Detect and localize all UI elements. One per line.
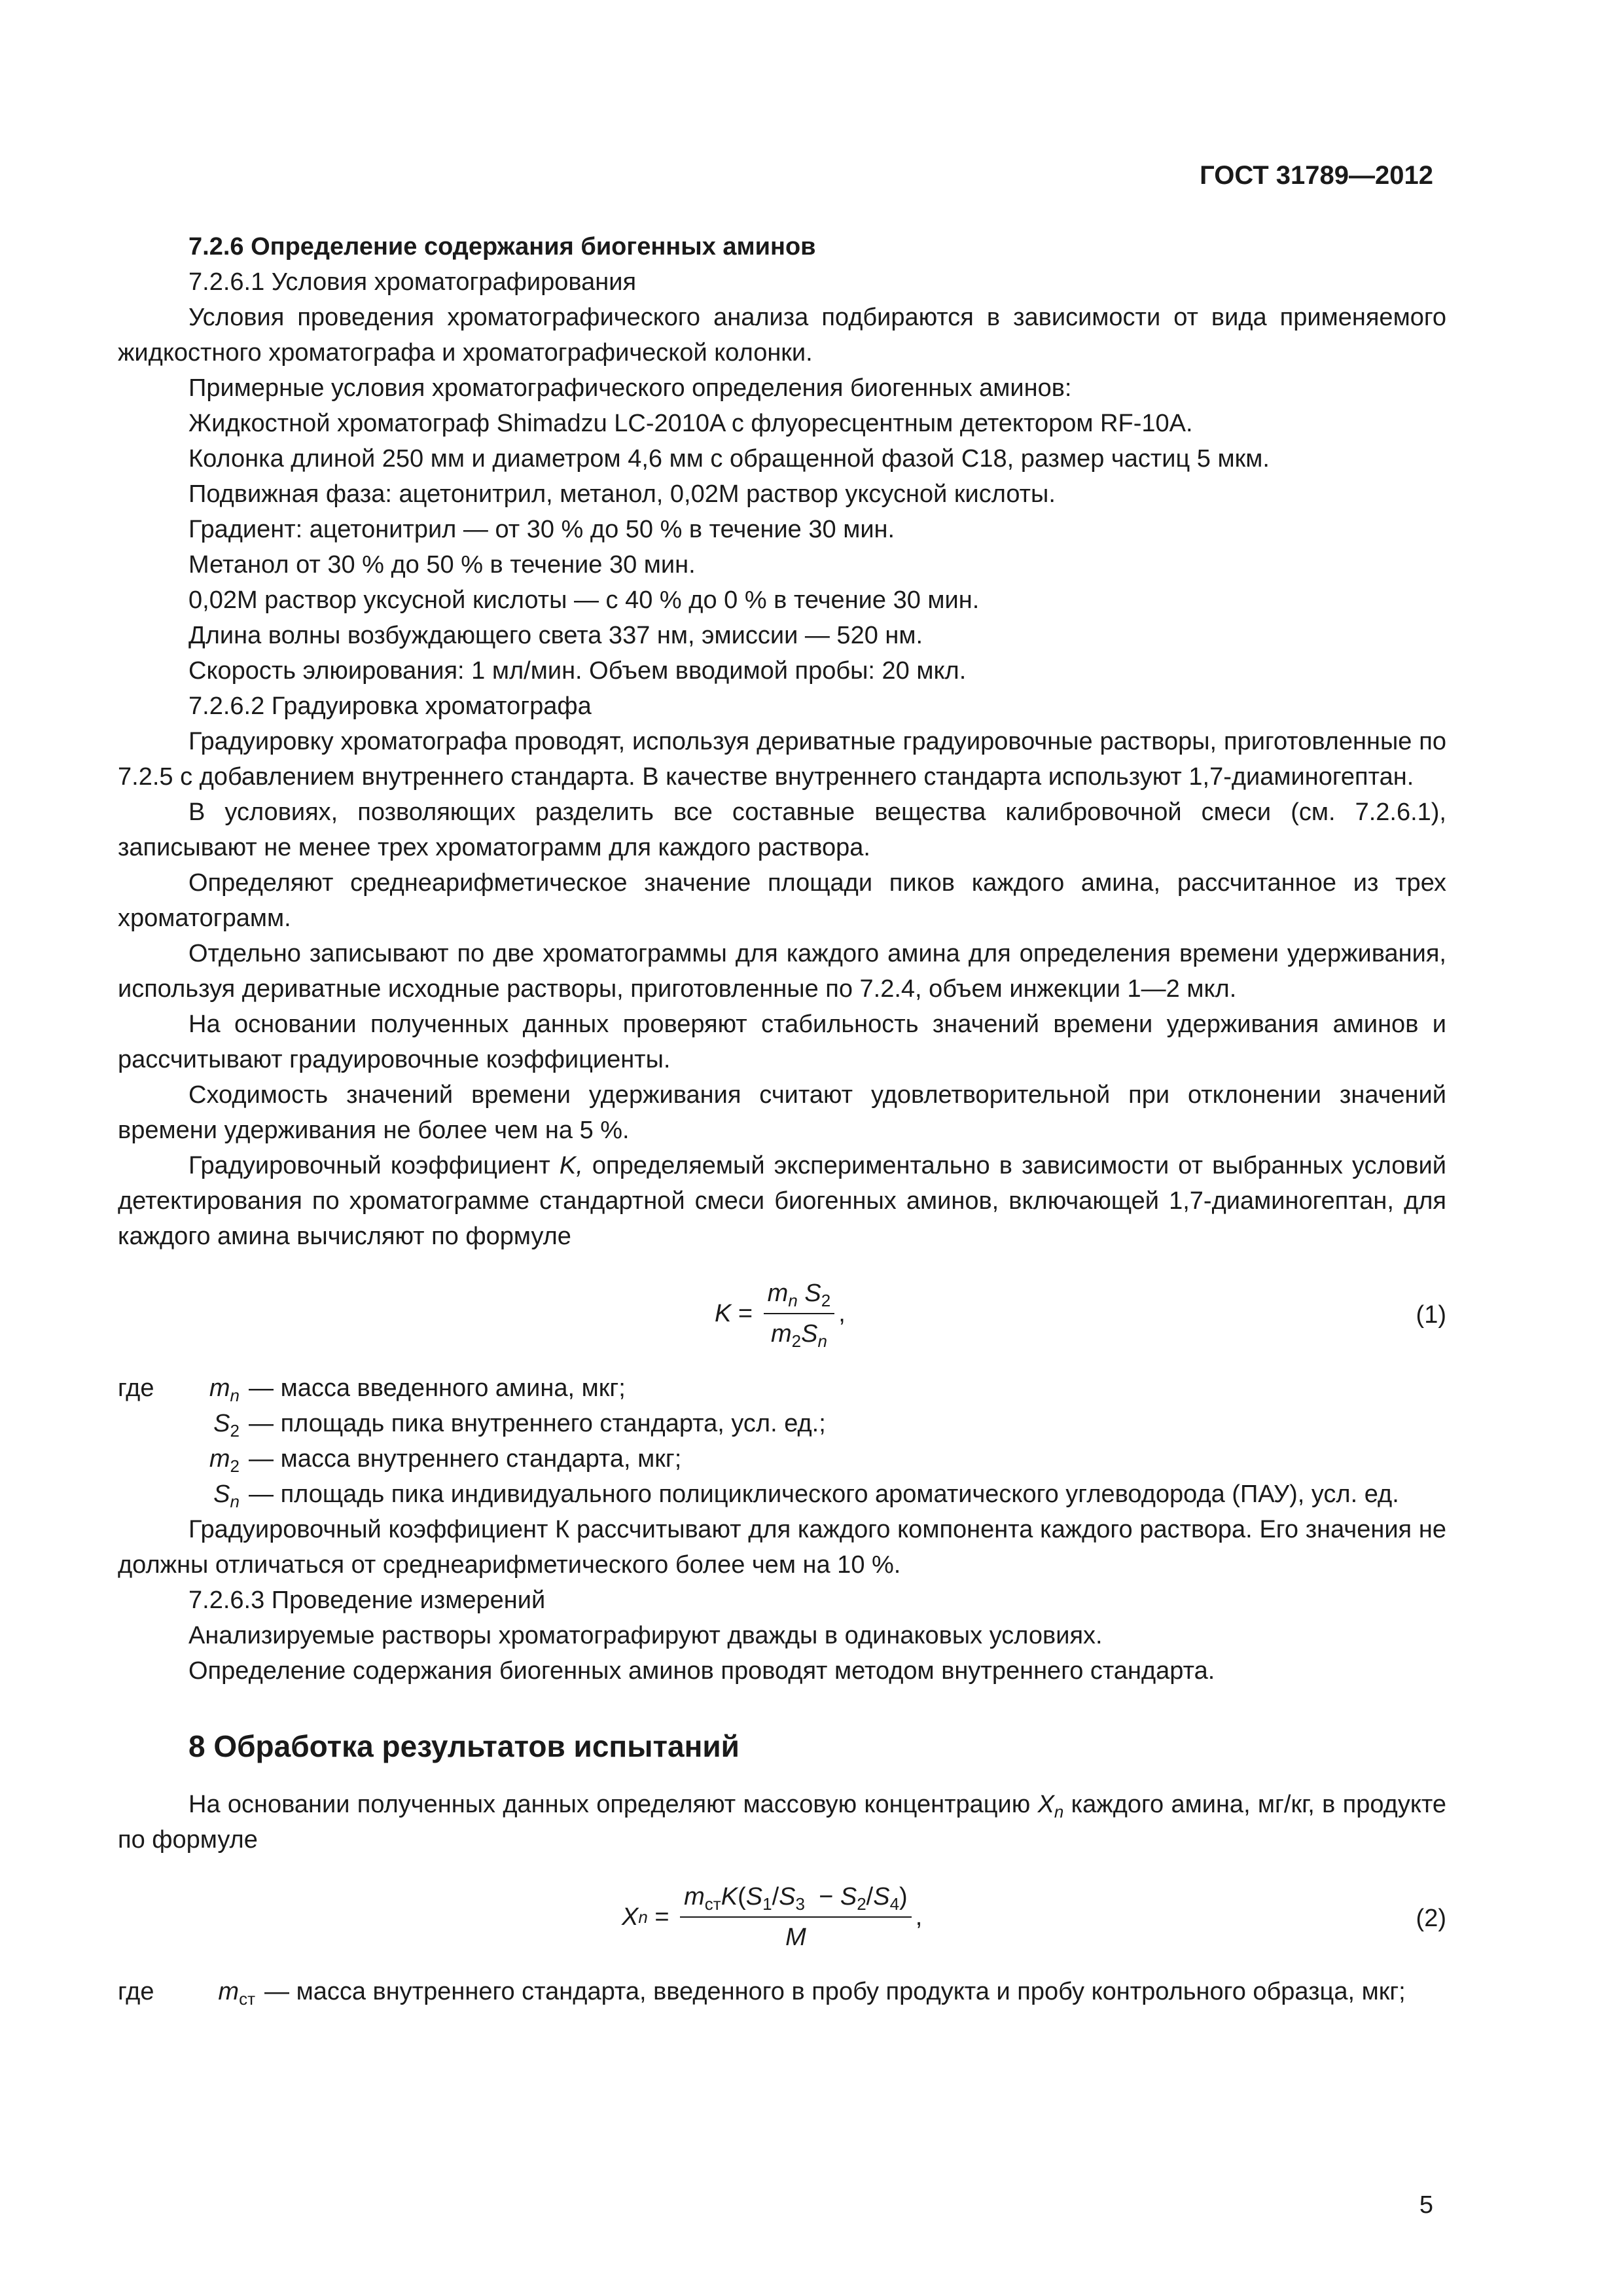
section-8-title: 8 Обработка результатов испытаний: [188, 1729, 740, 1763]
paragraph: В условиях, позволяющих разделить все составные вещества калибровочной смеси (см. 7.2.6.1), записывают не менее трех хроматограмм для каждого раствора.: [118, 798, 1446, 861]
definition-item: где $m_{ст}$ — масса внутреннего стандарта, введенного в пробу продукта и пробу контрольного образца, мкг;: [118, 1978, 1406, 2009]
formula-1-definitions: [118, 1371, 1446, 1512]
section-7-2-6-3-title: 7.2.6.3 Проведение измерений: [188, 1587, 546, 1614]
definition-item: где $m_n$ — масса введенного амина, мкг;: [118, 1374, 626, 1405]
formula-2-number: (2): [1416, 1905, 1446, 1932]
document-id: ГОСТ 31789—2012: [1200, 161, 1433, 190]
paragraph: Подвижная фаза: ацетонитрил, метанол, 0,02М раствор уксусной кислоты.: [188, 480, 1056, 508]
paragraph: Сходимость значений времени удерживания считают удовлетворительной при отклонении значений времени удерживания не более чем на 5 %.: [118, 1081, 1446, 1144]
paragraph-formula-intro: Градуировочный коэффициент K, определяемый экспериментально в зависимости от выбранных условий детектирования по хроматограмме стандартной смеси биогенных аминов, включающей 1,7-диаминогептан, для каждого амина вычисляют по формуле: [118, 1152, 1446, 1250]
page-content: [118, 229, 1446, 2009]
definition-item: $S_2$ — площадь пика внутреннего стандарта, усл. ед.;: [213, 1410, 826, 1441]
formula-2-definitions: [118, 1974, 1446, 2009]
paragraph: На основании полученных данных проверяют стабильность значений времени удерживания аминов и рассчитывают градуировочные коэффициенты.: [118, 1011, 1446, 1073]
section-7-2-6-2-title: 7.2.6.2 Градуировка хроматографа: [188, 692, 592, 720]
paragraph: Условия проведения хроматографического анализа подбираются в зависимости от вида применяемого жидкостного хроматографа и хроматографической колонки.: [118, 304, 1446, 367]
paragraph: Определяют среднеарифметическое значение площади пиков каждого амина, рассчитанное из трех хроматограмм.: [118, 869, 1446, 932]
paragraph: Метанол от 30 % до 50 % в течение 30 мин.: [188, 551, 696, 579]
formula-2: [118, 1880, 1446, 1961]
paragraph: Длина волны возбуждающего света 337 нм, эмиссии — 520 нм.: [188, 622, 923, 649]
formula-2-expression: X n = $\frac{m_{ст}K(S_1/S_3 - S_2/S_4)}{M}$ ,: [622, 1880, 922, 1954]
formula-1-number: (1): [1416, 1301, 1446, 1329]
paragraph: 0,02М раствор уксусной кислоты — с 40 % до 0 % в течение 30 мин.: [188, 586, 980, 614]
paragraph: Примерные условия хроматографического определения биогенных аминов:: [188, 374, 1072, 402]
paragraph: Градуировку хроматографа проводят, используя дериватные градуировочные растворы, приготовленные по 7.2.5 с добавлением внутреннего стандарта. В качестве внутреннего стандарта используют 1,7-диаминогептан.: [118, 728, 1446, 791]
formula-1-expression: K = $\frac{m_n S_2}{m_2S_n}$ ,: [715, 1276, 846, 1351]
paragraph: Колонка длиной 250 мм и диаметром 4,6 мм с обращенной фазой С18, размер частиц 5 мкм.: [188, 445, 1270, 473]
paragraph: Жидкостной хроматограф Shimadzu LC-2010A с флуоресцентным детектором RF-10A.: [188, 410, 1193, 437]
paragraph-formula-intro: На основании полученных данных определяют массовую концентрацию $X_n$ каждого амина, мг/кг, в продукте по формуле: [118, 1791, 1446, 1854]
formula-1: [118, 1276, 1446, 1357]
page-number: 5: [1419, 2191, 1433, 2219]
definition-item: $S_n$ — площадь пика индивидуального полициклического ароматического углеводорода (ПАУ), усл. ед.: [213, 1480, 1399, 1511]
paragraph: Определение содержания биогенных аминов проводят методом внутреннего стандарта.: [188, 1657, 1215, 1685]
paragraph: Градуировочный коэффициент К рассчитывают для каждого компонента каждого раствора. Его значения не должны отличаться от среднеарифметического более чем на 10 %.: [118, 1516, 1446, 1579]
paragraph: Скорость элюирования: 1 мл/мин. Объем вводимой пробы: 20 мкл.: [188, 657, 967, 685]
paragraph: Отдельно записывают по две хроматограммы для каждого амина для определения времени удерживания, используя дериватные исходные растворы, приготовленные по 7.2.4, объем инжекции 1—2 мкл.: [118, 940, 1446, 1003]
section-7-2-6-title: 7.2.6 Определение содержания биогенных аминов: [188, 233, 816, 260]
paragraph: Градиент: ацетонитрил — от 30 % до 50 % в течение 30 мин.: [188, 516, 895, 543]
definition-item: $m_2$ — масса внутреннего стандарта, мкг;: [209, 1445, 682, 1476]
section-7-2-6-1-title: 7.2.6.1 Условия хроматографирования: [188, 268, 637, 296]
paragraph: Анализируемые растворы хроматографируют дважды в одинаковых условиях.: [188, 1622, 1103, 1649]
